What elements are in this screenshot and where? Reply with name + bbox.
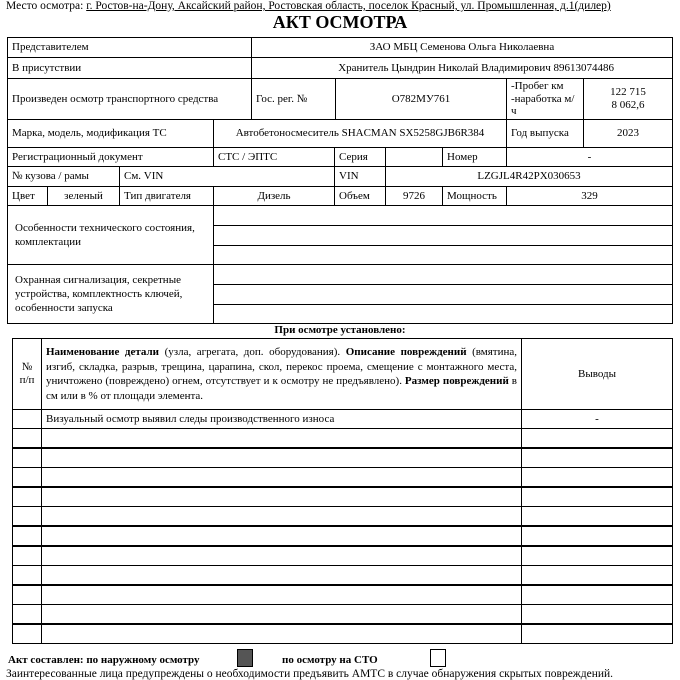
warning-text: Заинтересованные лица предупреждены о необходимости предъявить АМТС в случае обнаружения скрытых повреждений. [6,668,614,680]
sto-inspection-checkbox[interactable] [430,649,446,667]
empty-row-result[interactable] [521,604,673,624]
outer-inspection-checkbox[interactable] [237,649,253,667]
empty-row-num[interactable] [12,428,42,448]
model-label: Марка, модель, модификация ТС [7,119,214,148]
empty-row-desc[interactable] [41,487,522,507]
mileage-value: 122 715 [610,86,646,98]
empty-row-desc[interactable] [41,448,522,468]
empty-row-result[interactable] [521,506,673,526]
empty-row-num[interactable] [12,506,42,526]
empty-row-num[interactable] [12,604,42,624]
regdoc-label: Регистрационный документ [7,147,214,167]
empty-row-desc[interactable] [41,585,522,605]
empty-row-desc[interactable] [41,428,522,448]
empty-row-desc[interactable] [41,604,522,624]
reg-value: О782МУ761 [335,78,507,120]
act-outer-label: Акт составлен: по наружному осмотру [8,654,200,666]
col-num-header: № п/п [12,338,42,410]
empty-row-result[interactable] [521,448,673,468]
empty-row-result[interactable] [521,585,673,605]
number-value: - [506,147,673,167]
year-value: 2023 [583,119,673,148]
empty-row-num[interactable] [12,526,42,546]
body-label: № кузова / рамы [7,166,120,187]
empty-row-num[interactable] [12,448,42,468]
place-value: г. Ростов-на-Дону, Аксайский район, Ростовская область, поселок Красный, ул. Промышленная, д.1(дилер) [86,0,611,12]
empty-row-desc[interactable] [41,526,522,546]
desc-text-3: в см или в % от площади элемента. [46,375,517,402]
mileage-value-cell [583,78,673,120]
security-line-1[interactable] [213,264,673,285]
empty-row-num[interactable] [12,565,42,585]
findings-heading: При осмотре установлено: [274,324,406,336]
series-label: Серия [334,147,386,167]
empty-row-result[interactable] [521,624,673,644]
representative-value: ЗАО МБЦ Семенова Ольга Николаевна [251,37,673,58]
empty-row-num[interactable] [12,585,42,605]
empty-row-result[interactable] [521,546,673,566]
security-line-2[interactable] [213,284,673,305]
empty-row-desc[interactable] [41,506,522,526]
row-result[interactable]: - [521,409,673,429]
tech-line-1[interactable] [213,205,673,226]
reg-label: Гос. рег. № [251,78,336,120]
security-line-3[interactable] [213,304,673,324]
regdoc-value: СТС / ЭПТС [213,147,335,167]
empty-row-num[interactable] [12,624,42,644]
empty-row-desc[interactable] [41,624,522,644]
volume-value: 9726 [385,186,443,206]
empty-row-desc[interactable] [41,546,522,566]
presence-label: В присутствии [7,57,252,79]
desc-bold-2: Описание повреждений [345,346,467,358]
series-value [385,147,443,167]
row-num [12,409,42,429]
tech-label: Особенности технического состояния, комплектации [7,205,214,265]
empty-row-num[interactable] [12,467,42,487]
tech-line-3[interactable] [213,245,673,265]
power-label: Мощность [442,186,507,206]
col-result-header: Выводы [521,338,673,410]
empty-row-result[interactable] [521,526,673,546]
empty-row-result[interactable] [521,428,673,448]
empty-row-result[interactable] [521,467,673,487]
engine-value: Дизель [213,186,335,206]
col-desc-header [41,338,522,410]
inspection-place: Место осмотра: г. Ростов-на-Дону, Аксайский район, Ростовская область, поселок Красный, ул. Промышленная, д.1(дилер) [6,0,611,12]
desc-bold-1: Наименование детали [46,346,159,358]
row-desc[interactable]: Визуальный осмотр выявил следы производственного износа [41,409,522,429]
empty-row-num[interactable] [12,487,42,507]
color-label: Цвет [7,186,48,206]
number-label: Номер [442,147,507,167]
presence-value: Хранитель Цындрин Николай Владимирович 89613074486 [251,57,673,79]
representative-label: Представителем [7,37,252,58]
year-label: Год выпуска [506,119,584,148]
hours-value: 8 062,6 [611,99,645,111]
desc-text-2: (вмятина, изгиб, складка, разрыв, трещина, царапина, скол, перекос проема, смещение с монтажного места, уничтожено (повреждено) огнем, отсутствует и к осмотру не предъявлено). [46,346,518,387]
body-value: См. VIN [119,166,335,187]
vin-value: LZGJL4R42PX030653 [385,166,673,187]
security-label: Охранная сигнализация, секретные устройства, комплектность ключей, особенности запуска [7,264,214,324]
volume-label: Объем [334,186,386,206]
document-title: АКТ ОСМОТРА [272,12,408,32]
model-value: Автобетоносмеситель SHACMAN SX5258GJB6R384 [213,119,507,148]
vin-label: VIN [334,166,386,187]
desc-text-1: (узла, агрегата, доп. оборудования). [159,346,346,358]
color-value: зеленый [47,186,120,206]
empty-row-result[interactable] [521,565,673,585]
tech-line-2[interactable] [213,225,673,246]
empty-row-desc[interactable] [41,467,522,487]
empty-row-result[interactable] [521,487,673,507]
empty-row-desc[interactable] [41,565,522,585]
act-sto-label: по осмотру на СТО [282,654,378,666]
inspection-label: Произведен осмотр транспортного средства [7,78,252,120]
desc-bold-3: Размер повреждений [404,375,509,387]
place-label: Место осмотра [6,0,81,12]
empty-row-num[interactable] [12,546,42,566]
mileage-label: -Пробег км -наработка м/ч [506,78,584,120]
power-value: 329 [506,186,673,206]
engine-label: Тип двигателя [119,186,214,206]
